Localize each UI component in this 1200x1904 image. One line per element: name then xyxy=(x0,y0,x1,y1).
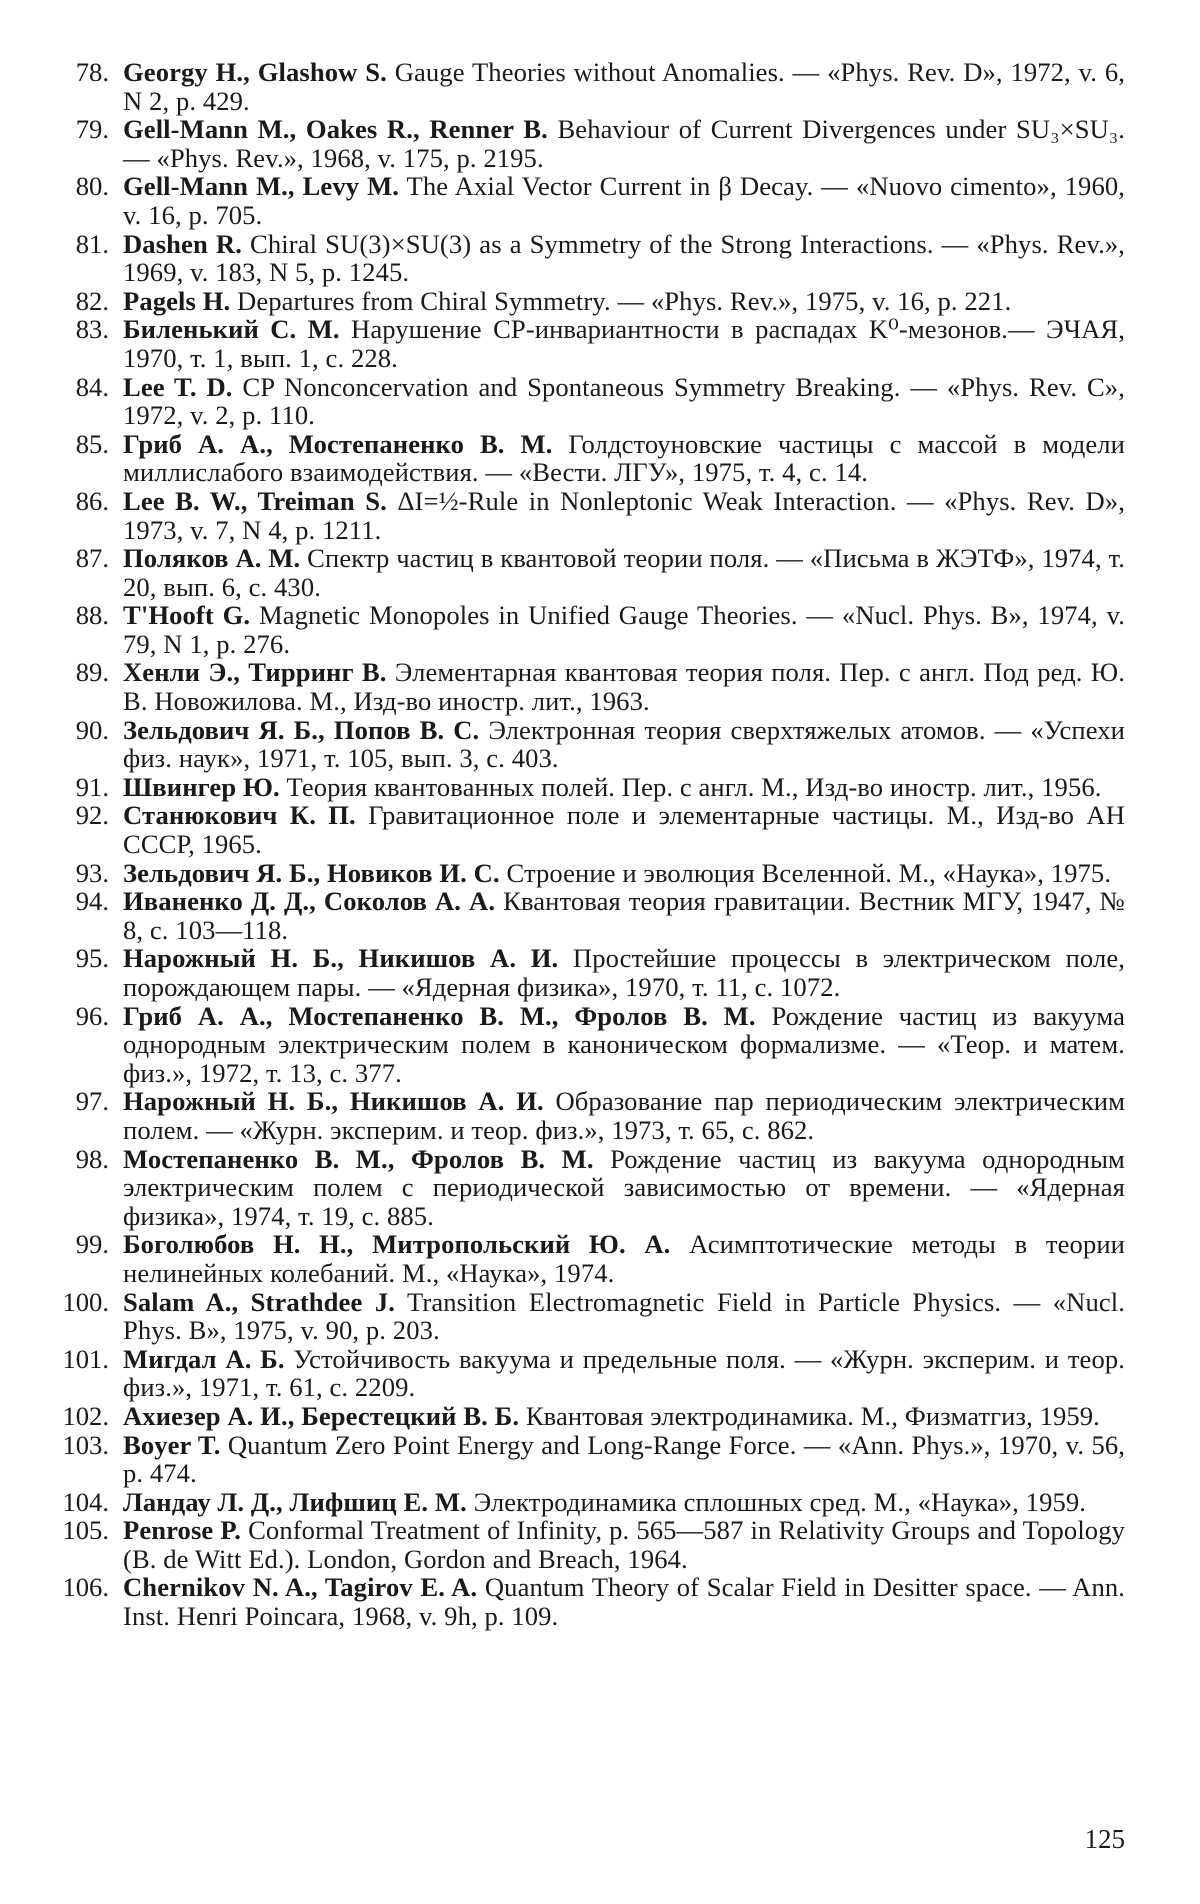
reference-authors: Иваненко Д. Д., Соколов А. А. xyxy=(123,886,495,916)
reference-item xyxy=(55,544,1125,601)
reference-text: Электродинамика сплошных сред. М., «Наука», 1959. xyxy=(474,1487,1086,1517)
reference-text: Квантовая теория гравитации. Вестник МГУ, 1947, № 8, с. 103—118. xyxy=(123,886,1125,945)
reference-number: 98. xyxy=(55,1145,123,1174)
reference-number: 83. xyxy=(55,315,123,344)
reference-number: 106. xyxy=(55,1573,123,1602)
reference-number: 89. xyxy=(55,658,123,687)
reference-body xyxy=(123,487,1125,544)
reference-number: 78. xyxy=(55,58,123,87)
reference-body xyxy=(123,544,1125,601)
reference-item xyxy=(55,1288,1125,1345)
reference-authors: Pagels H. xyxy=(123,286,230,316)
reference-authors: Хенли Э., Тирринг В. xyxy=(123,657,387,687)
reference-number: 88. xyxy=(55,601,123,630)
reference-authors: Боголюбов Н. Н., Митропольский Ю. А. xyxy=(123,1229,670,1259)
reference-authors: T'Hooft G. xyxy=(123,600,250,630)
reference-item xyxy=(55,1087,1125,1144)
reference-text: Chiral SU(3)×SU(3) as a Symmetry of the Strong Interactions. — «Phys. Rev.», 1969, v. 183, N 5, p. 1245. xyxy=(123,229,1125,288)
reference-number: 94. xyxy=(55,887,123,916)
reference-item xyxy=(55,944,1125,1001)
reference-authors: Salam A., Strathdee J. xyxy=(123,1287,395,1317)
reference-authors: Penrose P. xyxy=(123,1515,241,1545)
reference-body xyxy=(123,716,1125,773)
reference-number: 90. xyxy=(55,716,123,745)
reference-item xyxy=(55,1431,1125,1488)
reference-number: 79. xyxy=(55,115,123,144)
reference-text: Строение и эволюция Вселенной. М., «Наука», 1975. xyxy=(506,858,1111,888)
reference-body xyxy=(123,1145,1125,1231)
reference-body xyxy=(123,1402,1125,1431)
reference-body xyxy=(123,1230,1125,1287)
reference-item xyxy=(55,172,1125,229)
reference-item xyxy=(55,315,1125,372)
reference-number: 95. xyxy=(55,944,123,973)
reference-number: 93. xyxy=(55,859,123,888)
reference-authors: Chernikov N. A., Tagirov E. A. xyxy=(123,1572,477,1602)
reference-authors: Ландау Л. Д., Лифшиц Е. М. xyxy=(123,1487,467,1517)
reference-text: Quantum Zero Point Energy and Long-Range Force. — «Ann. Phys.», 1970, v. 56, p. 474. xyxy=(123,1430,1125,1489)
reference-number: 91. xyxy=(55,773,123,802)
reference-authors: Нарожный Н. Б., Никишов А. И. xyxy=(123,1086,544,1116)
reference-body xyxy=(123,373,1125,430)
reference-number: 104. xyxy=(55,1488,123,1517)
reference-authors: Gell-Mann M., Oakes R., Renner B. xyxy=(123,114,548,144)
reference-body xyxy=(123,1288,1125,1345)
reference-number: 100. xyxy=(55,1288,123,1317)
reference-body xyxy=(123,859,1125,888)
reference-text: Образование пар периодическим электрическим полем. — «Журн. эксперим. и теор. физ.», 1973, т. 65, с. 862. xyxy=(123,1086,1125,1145)
reference-number: 103. xyxy=(55,1431,123,1460)
reference-item xyxy=(55,287,1125,316)
reference-text: Спектр частиц в квантовой теории поля. — «Письма в ЖЭТФ», 1974, т. 20, вып. 6, с. 430. xyxy=(123,543,1125,602)
reference-text: Behaviour of Current Divergences under SU₃×SU₃. — «Phys. Rev.», 1968, v. 175, p. 2195. xyxy=(123,114,1125,173)
reference-number: 85. xyxy=(55,430,123,459)
reference-text: Transition Electromagnetic Field in Particle Physics. — «Nucl. Phys. B», 1975, v. 90, p. 203. xyxy=(123,1287,1125,1346)
reference-text: Нарушение CP-инвариантности в распадах K⁰-мезонов.— ЭЧАЯ, 1970, т. 1, вып. 1, с. 228. xyxy=(123,314,1125,373)
reference-body xyxy=(123,1516,1125,1573)
reference-text: Элементарная квантовая теория поля. Пер. с англ. Под ред. Ю. В. Новожилова. М., Изд-во иностр. лит., 1963. xyxy=(123,657,1125,716)
reference-authors: Гриб А. А., Мостепаненко В. М., Фролов В. М. xyxy=(123,1001,756,1031)
reference-item xyxy=(55,1573,1125,1630)
reference-body xyxy=(123,172,1125,229)
reference-number: 86. xyxy=(55,487,123,516)
reference-item xyxy=(55,373,1125,430)
reference-authors: Lee B. W., Treiman S. xyxy=(123,486,387,516)
reference-item xyxy=(55,1145,1125,1231)
reference-body xyxy=(123,773,1125,802)
reference-number: 102. xyxy=(55,1402,123,1431)
reference-text: Простейшие процессы в электрическом поле, порождающем пары. — «Ядерная физика», 1970, т. 11, с. 1072. xyxy=(123,943,1125,1002)
reference-body xyxy=(123,287,1125,316)
reference-body xyxy=(123,658,1125,715)
reference-text: Теория квантованных полей. Пер. с англ. М., Изд-во иностр. лит., 1956. xyxy=(287,772,1102,802)
reference-authors: Dashen R. xyxy=(123,229,242,259)
reference-body xyxy=(123,1345,1125,1402)
reference-body xyxy=(123,315,1125,372)
reference-text: ΔI=½-Rule in Nonleptonic Weak Interaction. — «Phys. Rev. D», 1973, v. 7, N 4, p. 1211. xyxy=(123,486,1125,545)
reference-number: 82. xyxy=(55,287,123,316)
reference-body xyxy=(123,1431,1125,1488)
reference-body xyxy=(123,801,1125,858)
reference-number: 96. xyxy=(55,1002,123,1031)
reference-body xyxy=(123,230,1125,287)
reference-body xyxy=(123,601,1125,658)
reference-item xyxy=(55,658,1125,715)
reference-item xyxy=(55,115,1125,172)
reference-body xyxy=(123,1087,1125,1144)
reference-item xyxy=(55,1345,1125,1402)
reference-number: 92. xyxy=(55,801,123,830)
reference-text: Электронная теория сверхтяжелых атомов. — «Успехи физ. наук», 1971, т. 105, вып. 3, с. 403. xyxy=(123,715,1125,774)
reference-number: 80. xyxy=(55,172,123,201)
reference-number: 101. xyxy=(55,1345,123,1374)
reference-authors: Зельдович Я. Б., Новиков И. С. xyxy=(123,858,500,888)
reference-item xyxy=(55,1402,1125,1431)
reference-body xyxy=(123,58,1125,115)
reference-authors: Гриб А. А., Мостепаненко В. М. xyxy=(123,429,552,459)
reference-authors: Мостепаненко В. М., Фролов В. М. xyxy=(123,1144,594,1174)
reference-authors: Зельдович Я. Б., Попов В. С. xyxy=(123,715,479,745)
reference-authors: Boyer T. xyxy=(123,1430,220,1460)
reference-body xyxy=(123,944,1125,1001)
reference-item xyxy=(55,1516,1125,1573)
reference-body xyxy=(123,1488,1125,1517)
reference-text: Рождение частиц из вакуума однородным электрическим полем с периодической зависимостью от времени. — «Ядерная физика», 1974, т. 19, с. 885. xyxy=(123,1144,1125,1231)
reference-body xyxy=(123,1002,1125,1088)
reference-body xyxy=(123,115,1125,172)
reference-item xyxy=(55,430,1125,487)
reference-authors: Lee T. D. xyxy=(123,372,233,402)
reference-item xyxy=(55,58,1125,115)
reference-authors: Биленький С. М. xyxy=(123,314,340,344)
reference-text: Рождение частиц из вакуума однородным электрическим полем в каноническом формализме. — «Теор. и матем. физ.», 1972, т. 13, с. 377. xyxy=(123,1001,1125,1088)
reference-text: Gauge Theories without Anomalies. — «Phys. Rev. D», 1972, v. 6, N 2, p. 429. xyxy=(123,57,1125,116)
reference-item xyxy=(55,1488,1125,1517)
reference-item xyxy=(55,230,1125,287)
reference-text: Magnetic Monopoles in Unified Gauge Theories. — «Nucl. Phys. B», 1974, v. 79, N 1, p. 276. xyxy=(123,600,1125,659)
reference-authors: Мигдал А. Б. xyxy=(123,1344,285,1374)
reference-item xyxy=(55,1230,1125,1287)
reference-text: CP Nonconcervation and Spontaneous Symmetry Breaking. — «Phys. Rev. C», 1972, v. 2, p. 110. xyxy=(123,372,1125,431)
reference-item xyxy=(55,1002,1125,1088)
reference-item xyxy=(55,487,1125,544)
reference-number: 97. xyxy=(55,1087,123,1116)
reference-text: Устойчивость вакуума и предельные поля. — «Журн. эксперим. и теор. физ.», 1971, т. 61, с. 2209. xyxy=(123,1344,1125,1403)
reference-number: 105. xyxy=(55,1516,123,1545)
reference-body xyxy=(123,1573,1125,1630)
reference-number: 84. xyxy=(55,373,123,402)
reference-text: Departures from Chiral Symmetry. — «Phys. Rev.», 1975, v. 16, p. 221. xyxy=(237,286,1011,316)
reference-item xyxy=(55,887,1125,944)
reference-authors: Georgy H., Glashow S. xyxy=(123,57,387,87)
reference-list xyxy=(55,58,1125,1631)
reference-item xyxy=(55,773,1125,802)
reference-text: Quantum Theory of Scalar Field in Desitter space. — Ann. Inst. Henri Poincara, 1968, v. 9h, p. 109. xyxy=(123,1572,1125,1631)
reference-item xyxy=(55,801,1125,858)
reference-number: 81. xyxy=(55,230,123,259)
reference-body xyxy=(123,887,1125,944)
page-number: 125 xyxy=(1085,1824,1126,1855)
reference-number: 99. xyxy=(55,1230,123,1259)
reference-authors: Станюкович К. П. xyxy=(123,800,356,830)
reference-text: Conformal Treatment of Infinity, p. 565—587 in Relativity Groups and Topology (B. de Witt Ed.). London, Gordon and Breach, 1964. xyxy=(123,1515,1125,1574)
reference-text: Асимптотические методы в теории нелинейных колебаний. М., «Наука», 1974. xyxy=(123,1229,1125,1288)
reference-text: Квантовая электродинамика. М., Физматгиз, 1959. xyxy=(526,1401,1100,1431)
reference-authors: Швингер Ю. xyxy=(123,772,280,802)
reference-authors: Ахиезер А. И., Берестецкий В. Б. xyxy=(123,1401,519,1431)
reference-authors: Нарожный Н. Б., Никишов А. И. xyxy=(123,943,558,973)
reference-text: Голдстоуновские частицы с массой в модели миллислабого взаимодействия. — «Вести. ЛГУ», 1975, т. 4, с. 14. xyxy=(123,429,1125,488)
reference-number: 87. xyxy=(55,544,123,573)
reference-authors: Gell-Mann M., Levy M. xyxy=(123,171,399,201)
reference-text: The Axial Vector Current in β Decay. — «Nuovo cimento», 1960, v. 16, p. 705. xyxy=(123,171,1125,230)
reference-item xyxy=(55,716,1125,773)
reference-item xyxy=(55,601,1125,658)
reference-authors: Поляков А. М. xyxy=(123,543,300,573)
reference-body xyxy=(123,430,1125,487)
reference-item xyxy=(55,859,1125,888)
reference-text: Гравитационное поле и элементарные частицы. М., Изд-во АН СССР, 1965. xyxy=(123,800,1125,859)
